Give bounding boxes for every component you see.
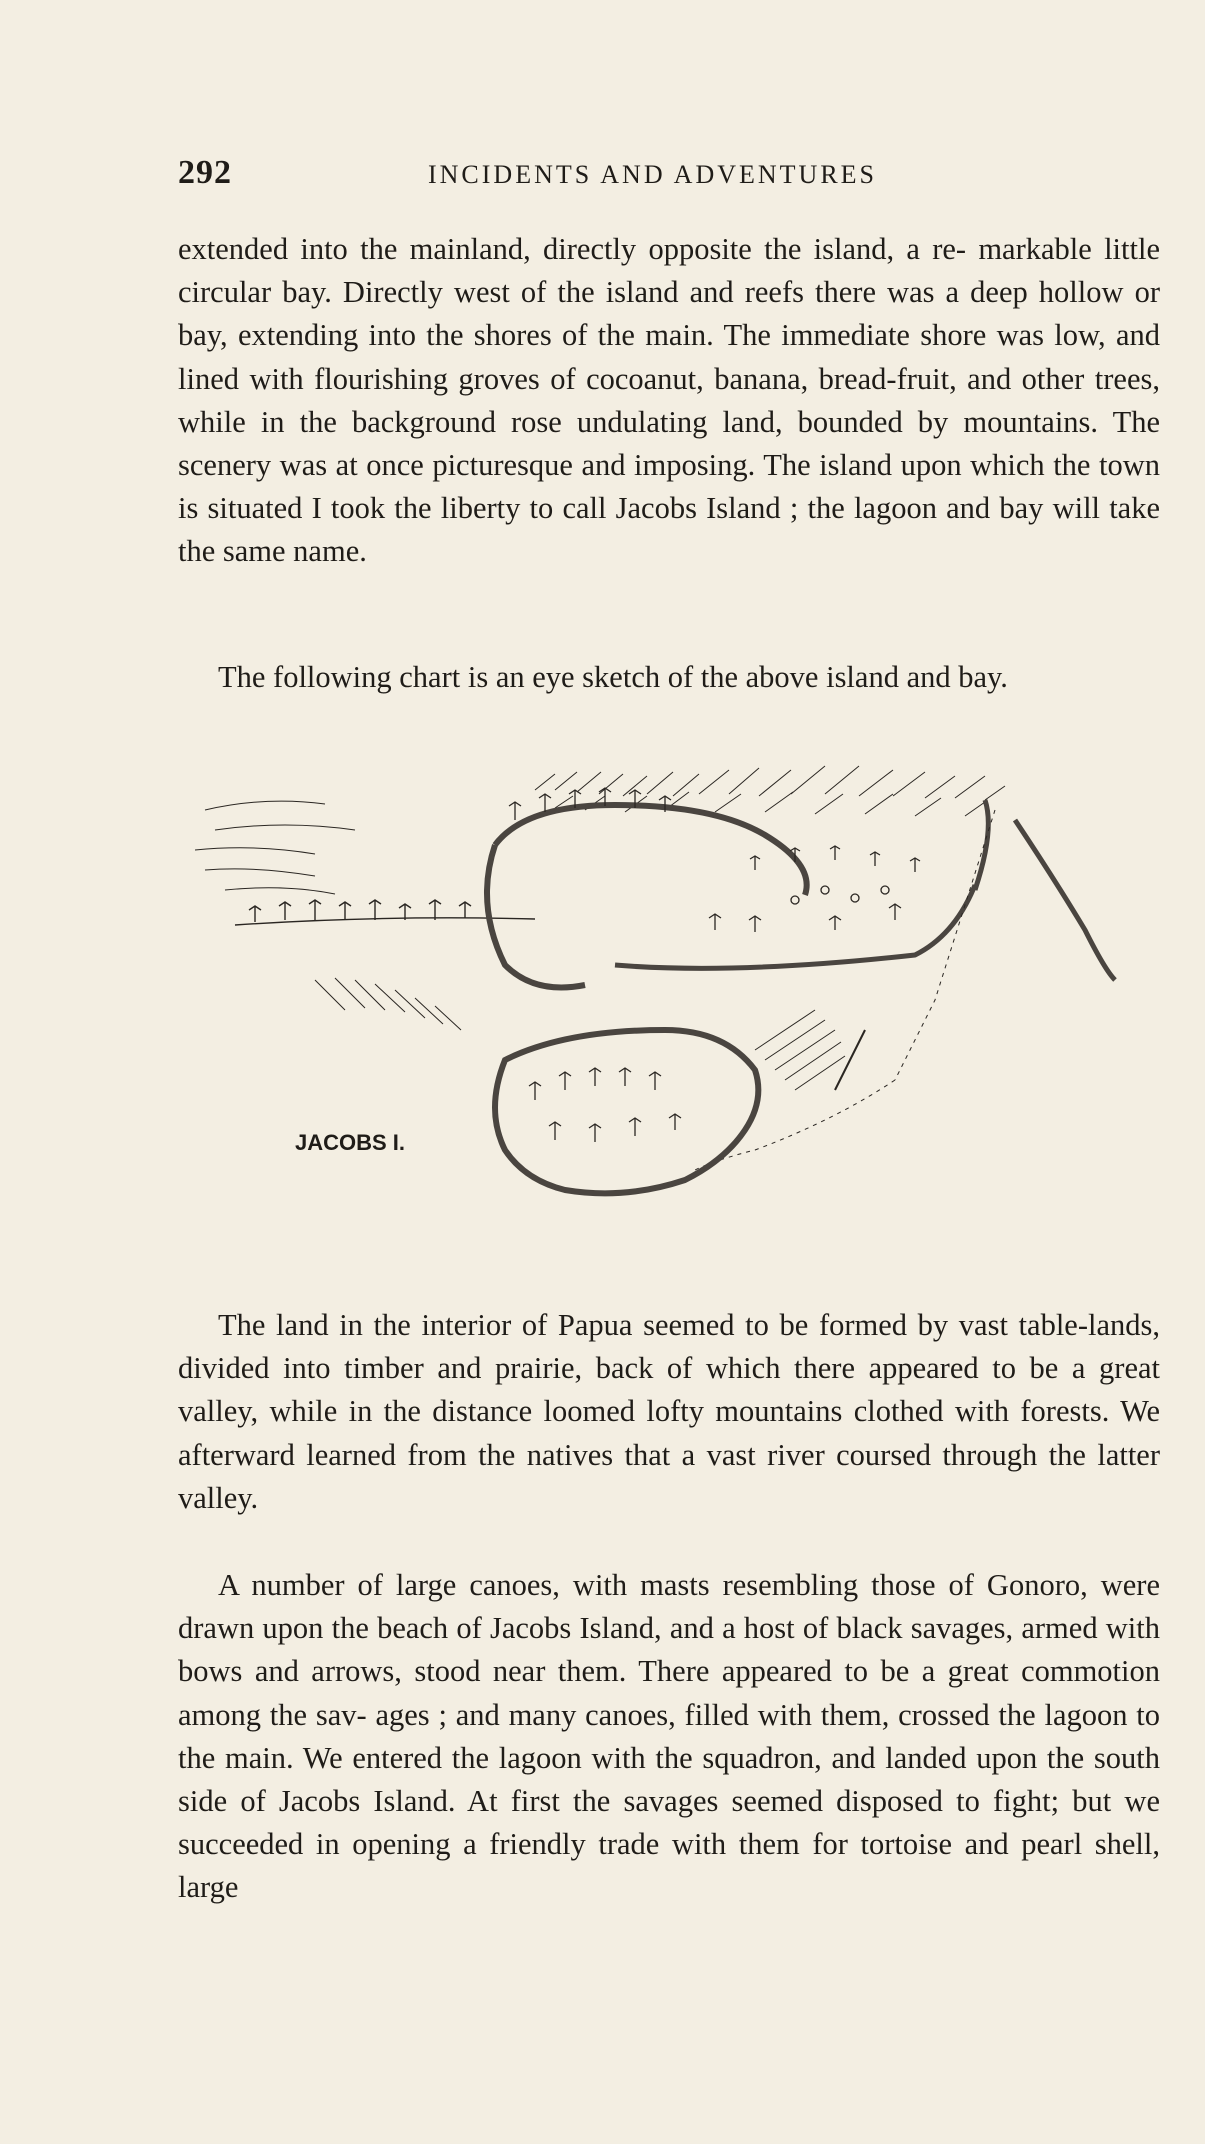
jacobs-island: [495, 1030, 758, 1193]
island-bay-sketch: [195, 750, 1185, 1310]
paragraph-4: A number of large canoes, with masts resembling those of Gonoro, were drawn upon the beach of Jacobs Island, and a host of black savages, armed with bows and arrows, stood near them. There appeared to be a great commotion among the sav- ages ; and many canoes, filled with them, crossed the lagoon to the main. We entered the lagoon with the squadron, and landed upon the south side of Jacobs Island. At first the savages seemed disposed to fight; but we succeeded in opening a friendly trade with them for tortoise and pearl shell, large: [178, 1568, 1160, 1905]
chart-sketch-figure: [195, 750, 1185, 1310]
paragraph-3: The land in the interior of Papua seemed to be formed by vast table-lands, divided into timber and prairie, back of which there appeared to be a great valley, while in the distance loomed lofty mountains clothed with forests. We afterward learned from the natives that a vast river coursed through the latter valley.: [178, 1308, 1160, 1515]
page-header: [178, 150, 1168, 200]
island-label: JACOBS I.: [295, 1130, 406, 1155]
right-shore-dashes: [695, 810, 995, 1170]
right-shore: [1015, 820, 1115, 980]
paragraph-2: The following chart is an eye sketch of the above island and bay.: [218, 660, 1008, 694]
left-shore-lines: [195, 801, 355, 894]
paragraph-1: extended into the mainland, directly opposite the island, a re- markable little circular bay. Directly west of the island and reefs there was a deep hollow or bay, extending into the shores of the main. The immediate shore was low, and lined with flourishing groves of cocoanut, banana, bread-fruit, and other trees, while in the background rose undulating land, bounded by mountains. The scenery was at once picturesque and imposing. The island upon which the town is situated I took the liberty to call Jacobs Island ; the lagoon and bay will take the same name.: [178, 232, 1160, 569]
page-number: 292: [178, 154, 232, 191]
circular-bay: [487, 800, 988, 988]
running-head: INCIDENTS AND ADVENTURES: [428, 160, 877, 189]
